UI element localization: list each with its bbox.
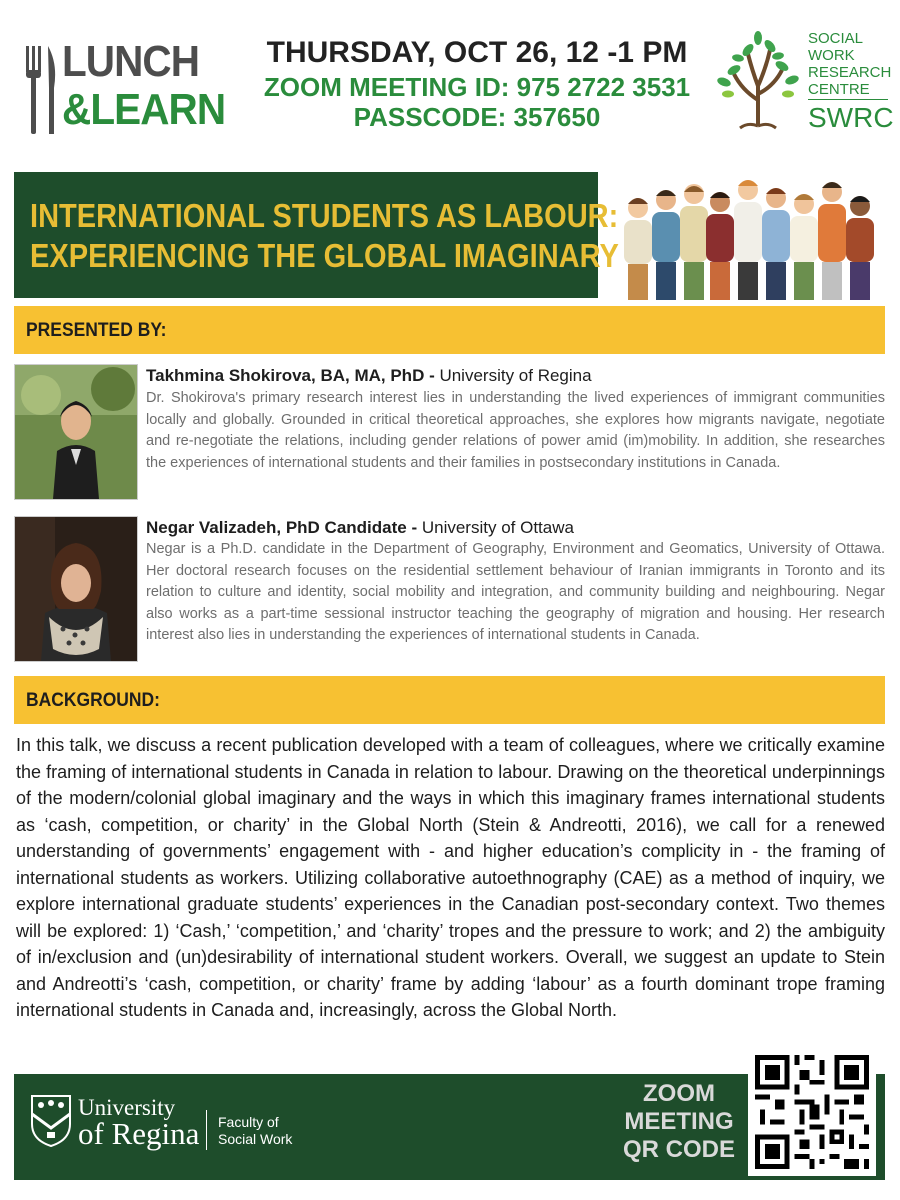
zoom-qr-code[interactable] (748, 1048, 876, 1176)
lunch-logo-text: LUNCH (62, 37, 200, 86)
qr-code-icon (750, 1050, 874, 1174)
students-illustration (614, 172, 886, 300)
presenter-2-bio: Negar is a Ph.D. candidate in the Department of Geography, Environment and Geomatics, University of Ottawa. Her doctoral research focuses on the residential settlement behaviour of Iranian immigrants in Toronto and its relation to culture and identity, social mobility and integration, and community building and neighbouring. Negar also works as a part-time sessional instructor teaching the geography of migration and housing. Her research interest also lies in understanding the experiences of international students in Canada. (146, 541, 885, 643)
swrc-tree-logo (712, 30, 804, 130)
faculty-name: Faculty of Social Work (218, 1114, 293, 1147)
learn-logo-text: &LEARN (62, 85, 226, 134)
footer-divider (206, 1110, 207, 1150)
swrc-abbreviation: SWRC (808, 102, 894, 133)
of-regina-wordmark: of Regina (78, 1116, 200, 1151)
swrc-name: SOCIAL WORK RESEARCH CENTRE (808, 30, 892, 98)
presenter-1-affiliation: University of Regina (439, 366, 592, 385)
presenter-1-photo (14, 364, 138, 500)
presenter-2-name-line (146, 518, 574, 538)
talk-title: INTERNATIONAL STUDENTS AS LABOUR: EXPERIENCING THE GLOBAL IMAGINARY (30, 197, 619, 274)
presenter-2-name: Negar Valizadeh, PhD Candidate - (146, 518, 422, 537)
presenter-1-name: Takhmina Shokirova, BA, MA, PhD - (146, 366, 440, 385)
presenter-1-name-line (146, 366, 592, 386)
university-wordmark: University (78, 1095, 176, 1120)
presenter-2-photo (14, 516, 138, 662)
event-date: THURSDAY, OCT 26, 12 -1 PM (266, 36, 688, 69)
swrc-divider (808, 99, 888, 100)
zoom-meeting-id: ZOOM MEETING ID: 975 2722 3531 (263, 72, 691, 102)
background-label: BACKGROUND: (26, 690, 161, 711)
zoom-passcode: PASSCODE: 357650 (353, 102, 601, 132)
fork-knife-icon (24, 44, 60, 136)
presenter-1-bio: Dr. Shokirova's primary research interest lies in understanding the lived experiences of immigrant communities locally and globally. Grounded in critical theoretical approaches, she explores how migrants navigate, negotiate and re-negotiate the relations, including gender relations of power amid (im)mobility. In addition, she researches the experiences of international students and their families in postsecondary institutions in Canada. (146, 390, 885, 471)
background-text: In this talk, we discuss a recent publication developed with a team of colleagues, where we critically examine the framing of international students in Canada in relation to labour. Drawing on the theoretical underpinnings of the modern/colonial global imaginary and the ways in which this imaginary frames international students as ‘cash, competition, or charity’ in the Global North (Stein & Andreotti, 2016), we call for a renewed understanding of governments’ engagement with - and higher education’s complicity in - the framing of international students as workers. Utilizing collaborative autoethnography (CAE) as a method of inquiry, we explore international graduate students’ experiences in the Canadian post-secondary context. Two themes will be explored: 1) ‘Cash,’ ‘competition,’ and ‘charity’ tropes and the pressure to work; and 2) the ambiguity of in/exclusion and (un)desirability of international student workers. Overall, we suggest an update to Stein and Andreotti’s ‘cash, competition, or charity’ frame by adding ‘labour’ as a fourth dominant trope framing international students in Canada and, increasingly, across the Global North. (16, 735, 885, 1020)
university-crest-icon (30, 1094, 72, 1148)
presented-by-label: PRESENTED BY: (26, 320, 167, 341)
zoom-qr-label: ZOOM MEETING QR CODE (622, 1080, 735, 1163)
presenter-2-affiliation: University of Ottawa (421, 518, 574, 537)
